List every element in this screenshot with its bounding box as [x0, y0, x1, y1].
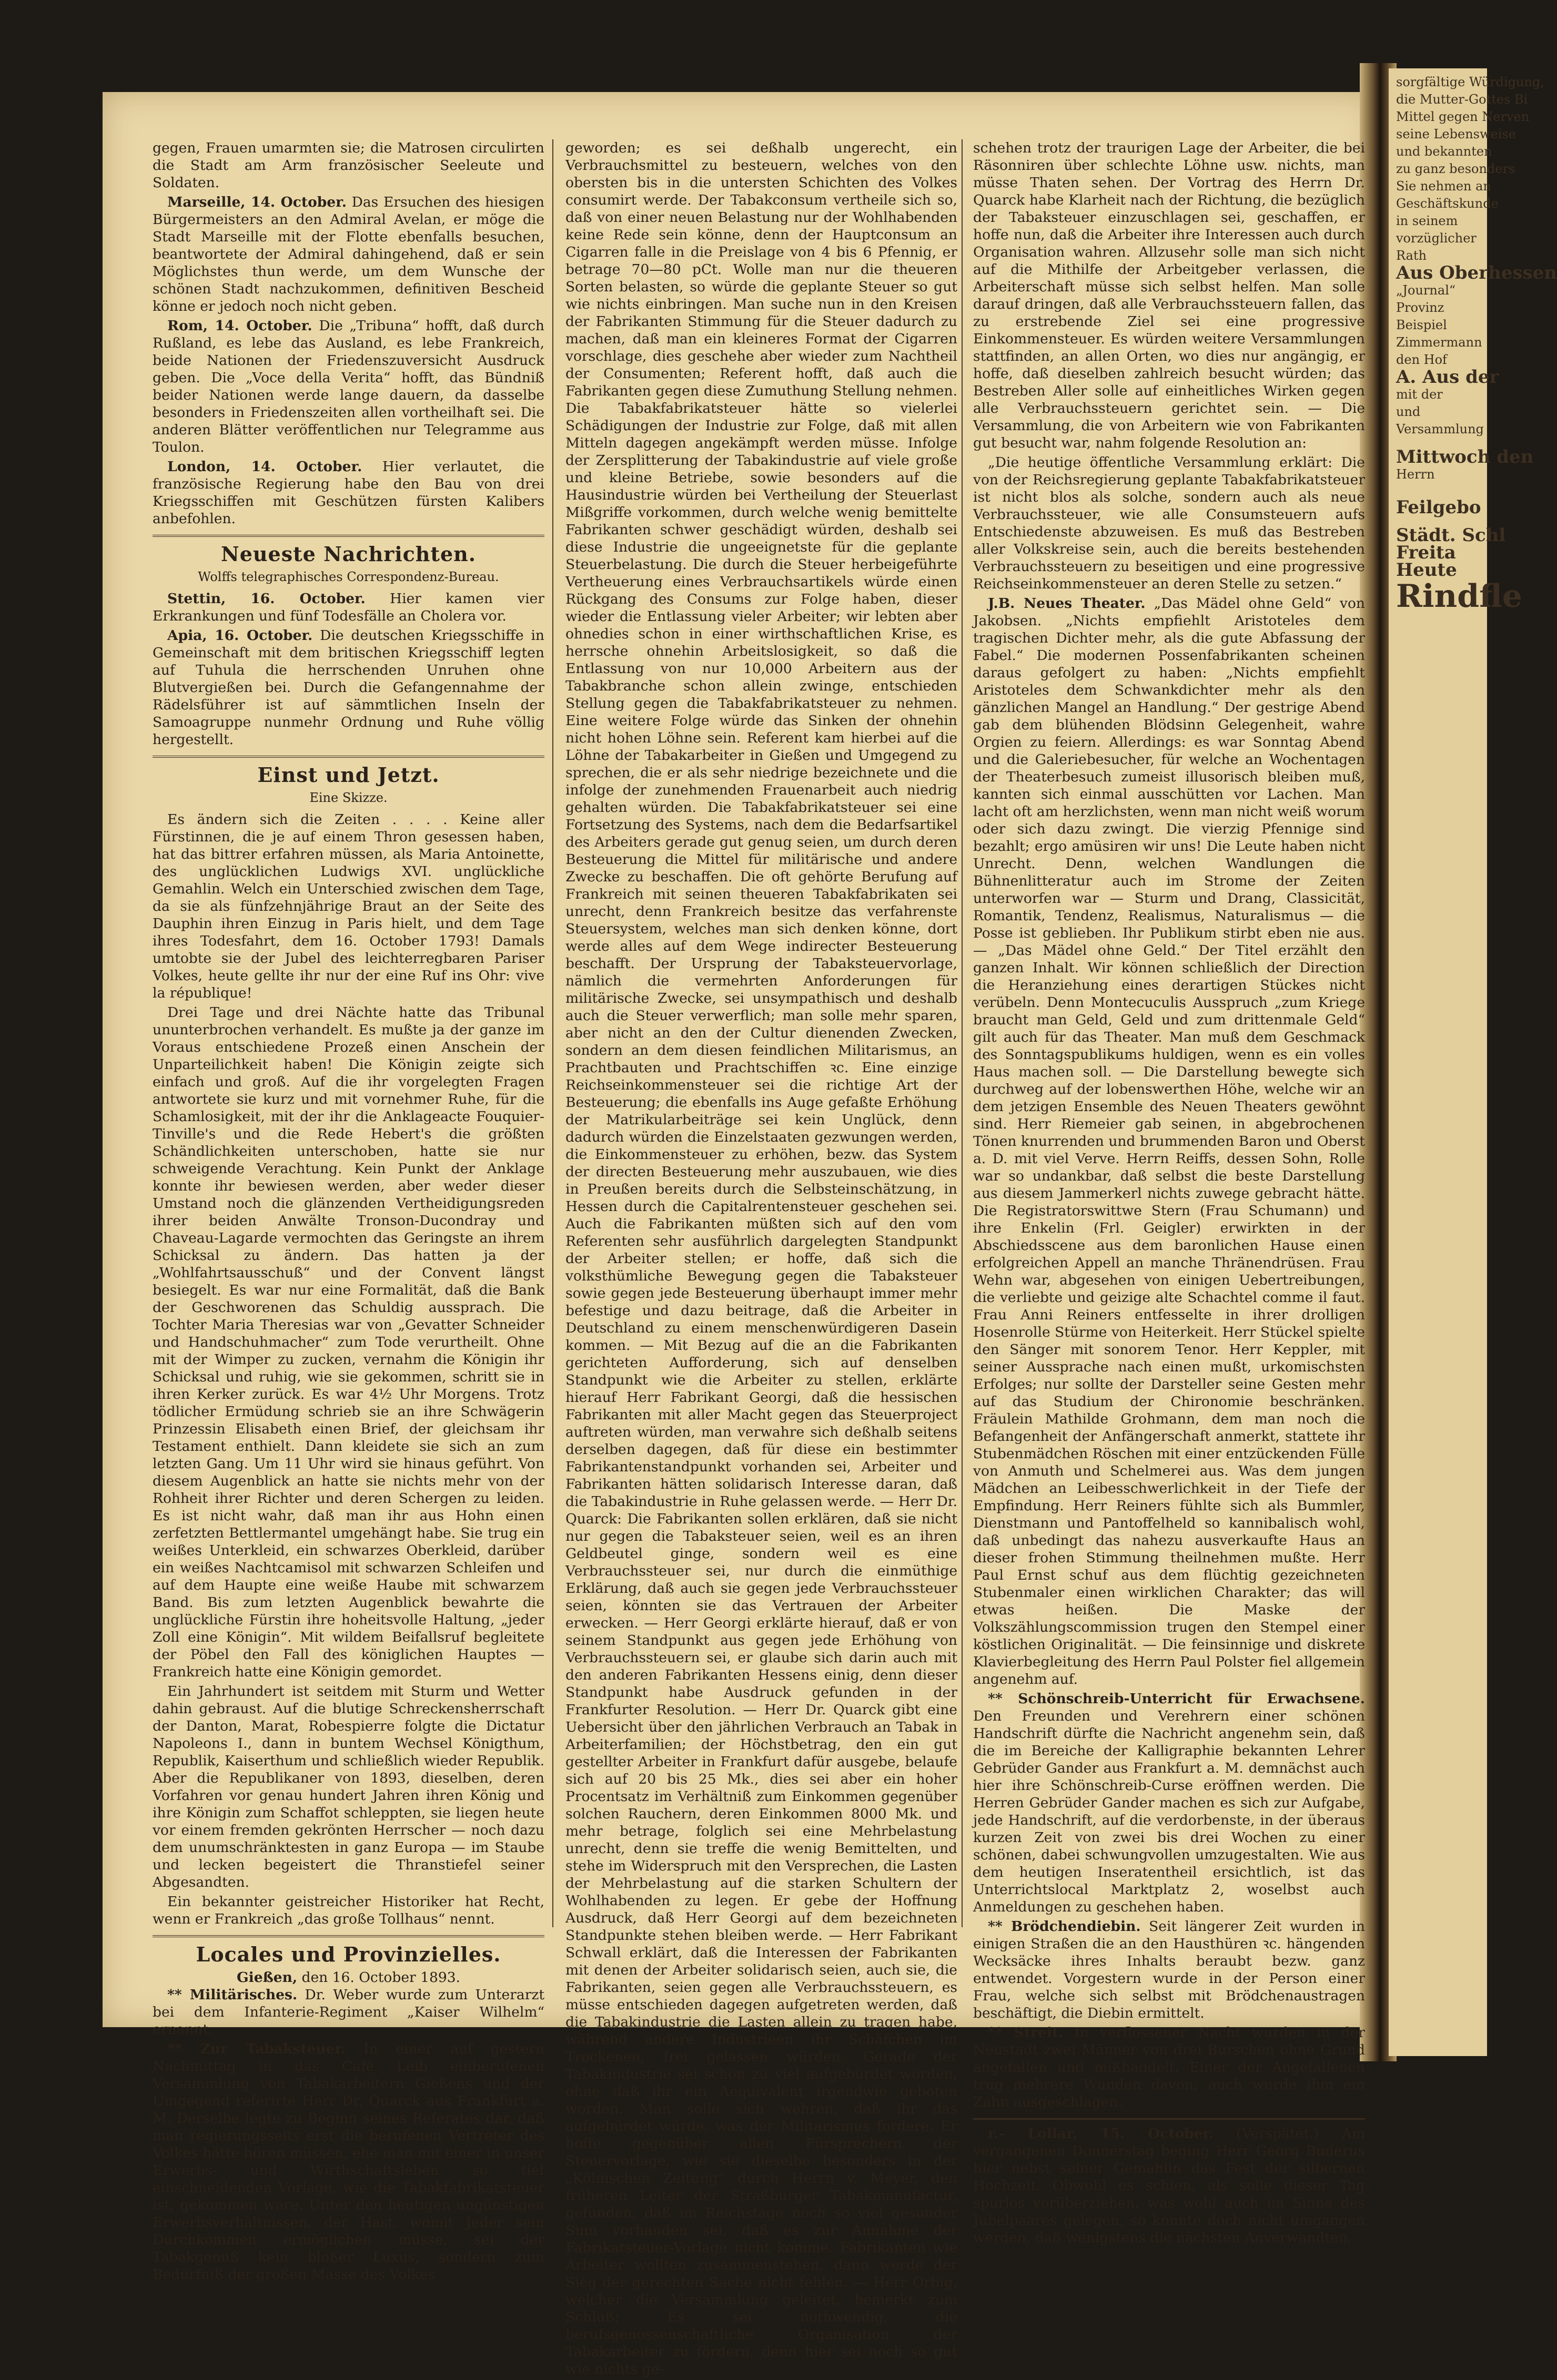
paragraph: schehen trotz der traurigen Lage der Arbeiter, die bei Räsonniren über schlechte Löhne usw. nichts, man müsse Thaten sehen. Der Vortrag des Herrn Dr. Quarck habe Klarheit nach der Richtung, die bezüglich der Tabaksteuer einzuschlagen sei, geschaffen, er hoffe nun, daß die Arbeiter ihre Interessen auch durch Organisation wahren. Allzusehr solle man sich nicht auf die Mithilfe der Arbeitgeber verlassen, die Arbeiterschaft müsse sich selbst helfen. Man solle darauf dringen, daß alle Verbrauchssteuern fallen, das zu erstrebende Ziel sei eine progressive Einkommensteuer. Es würden weitere Versammlungen stattfinden, an allen Orten, wo dies nur angängig, er hoffe, daß dieselben zahlreich besucht würden; das Bestreben Aller solle auf einheitliches Wirken gegen alle Verbrauchssteuern gerichtet sein. — Die Versammlung, die von Arbeitern wie von Fabrikanten gut besucht war, nahm folgende Resolution an: — [973, 140, 1365, 451]
resolution-quote: „Die heutige öffentliche Versammlung erklärt: Die von der Reichsregierung geplante Tabakfabrikatsteuer ist nicht blos als solche, sondern auch als neue Verbrauchssteuer, wie alle Consumsteuern aufs Entschiedenste abzuweisen. Es muß das Bestreben aller Volkskreise sein, auch die bereits bestehenden Verbrauchssteuern zu beseitigen und eine progressive Reichseinkommensteuer an deren Stelle zu setzen.“ — [973, 454, 1365, 592]
section-subtitle: Wolffs telegraphisches Correspondenz-Bureau. — [198, 569, 499, 584]
news-item-theater — [973, 595, 1365, 1688]
fragment-line: seine Lebensweise — [1396, 127, 1516, 141]
news-item-schoenschreib — [973, 1690, 1365, 1916]
dateline: London, 14. October. — [167, 459, 362, 475]
section-subtitle: Eine Skizze. — [309, 790, 388, 805]
fragment-line: Beispiel — [1396, 318, 1447, 332]
news-item-streit — [973, 2024, 1365, 2111]
dateline-date: den 16. October 1893. — [301, 1969, 460, 1986]
item-heading: ** Zur Tabaksteuer. — [167, 2041, 346, 2057]
news-text: Die deutschen Kriegsschiffe in Gemeinschaft mit dem britischen Kriegsschiff legten auf Tuhula die herrschenden Unruhen ohne Blutvergießen bei. Durch die Gefangennahme der Rädelsführer ist auf sämmtlichen Inseln der Samoagruppe nunmehr Ordnung und Ruhe völlig hergestellt. — [153, 627, 544, 748]
column-rule — [552, 139, 553, 1927]
item-heading: r.- Lollar, 15. October. — [988, 2125, 1214, 2142]
dateline: Rom, 14. October. — [167, 318, 312, 334]
facing-page-text — [1389, 68, 1557, 615]
fragment-line: Zimmermann — [1396, 335, 1482, 350]
paragraph: Ein Jahrhundert ist seitdem mit Sturm und Wetter dahin gebraust. Auf die blutige Schreckensherrschaft der Danton, Marat, Robespierre folgte die Dictatur Napoleons I., dann in buntem Wechsel Königthum, Republik, Kaiserthum und schließlich wieder Republik. Aber die Republikaner von 1893, dieselben, deren Vorfahren vor genau hundert Jahren ihren König und ihre Königin zum Schaffot schleppten, sie liegen heute vor einem fremden gekrönten Herrscher — noch dazu dem unumschränktesten in ganz Europa — im Staube und lecken begeistert die Thranstiefel seiner Abgesandten. — [153, 1683, 544, 1890]
column-rule — [962, 139, 963, 1927]
news-item-stettin — [153, 590, 544, 625]
section-divider — [153, 535, 544, 537]
news-text: „Das Mädel ohne Geld“ von Jakobsen. „Nichts empfiehlt Aristoteles dem tragischen Dichter mehr, als die gute Abfassung der Fabel.“ Die modernen Possenfabrikanten scheinen daraus gefolgert zu haben: „Nichts empfiehlt Aristoteles dem Schwankdichter mehr als den gänzlichen Mangel an Handlung.“ Der gestrige Abend gab dem blühenden Blödsinn Gelegenheit, wahre Orgien zu feiern. Allerdings: es war Sonntag Abend und die Galeriebesucher, für welche an Wochentagen der Theaterbesuch zumeist illusorisch bleiben muß, kannten sich einmal ausschütten vor Lachen. Man lacht oft am herzlichsten, wenn man nicht weiß worum oder sich dazu zwingt. Die vierzig Pfennige sind bezahlt; ergo amüsiren wir uns! Die Leute haben nicht Unrecht. Denn, welchen Wandlungen die Bühnenlitteratur auch im Strome der Zeiten unterworfen war — Sturm und Drang, Classicität, Romantik, Tendenz, Realismus, Naturalismus — die Posse ist geblieben. Ihr Publikum stirbt eben nie aus. — „Das Mädel ohne Geld.“ Der Titel erzählt den ganzen Inhalt. Wir können schließlich der Direction die Heranziehung eines derartigen Stückes nicht verübeln. Denn Montecuculis Ausspruch „zum Kriege braucht man Geld, Geld und zum drittenmale Geld“ gilt auch für das Theater. Man muß dem Geschmack des Sonntagspublikums huldigen, wenn es ein volles Haus machen soll. — Die Darstellung bewegte sich durchweg auf der lobenswerthen Höhe, welche wir an dem jetzigen Ensemble des Neuen Theaters gewöhnt sind. Herr Riemeier gab seinen, in abgebrochenen Tönen knurrenden und brummenden Baron und Oberst a. D. mit viel Verve. Herrn Reiffs, dessen Sohn, Rolle war so undankbar, daß selbst die beste Darstellung aus diesem Jammerkerl nichts zuwege gebracht hätte. Die Registratorswittwe Stern (Frau Schumann) und ihre Enkelin (Frl. Geigler) erwirkten in der Abschiedsscene aus dem baronlichen Hause einen erfolgreichen Appell an manche Thränendrüsen. Frau Wehn war, abgesehen von einigen Uebertreibungen, die verliebte und geizige alte Schachtel comme il faut. Frau Anni Reiners entfesselte in ihrer drolligen Hosenrolle Stürme von Heiterkeit. Herr Stückel spielte den Sänger mit sonorem Tenor. Herr Keppler, mit seiner Aussprache nach einen mußt, urkomischsten Erfolges; nur sollte der Darsteller seine Gesten mehr auf das Studium der Chironomie beschränken. Fräulein Mathilde Grohmann, dem man noch die Befangenheit der Anfängerschaft anmerkt, stattete ihr Stubenmädchen Röschen mit einer entzückenden Fülle von Anmuth und Schelmerei aus. Was dem jungen Mädchen an Leibesschwerlichkeit in der Tiefe der Empfindung. Herr Reiners fühlte sich als Bummler, Dienstmann und Pantoffelheld so kannibalisch wohl, daß unbedingt das nahezu ausverkaufte Haus an dieser frohen Stimmung theilnehmen mußte. Herr Paul Ernst schuf aus dem flüchtig gezeichneten Stubenmaler einen wirklichen Charakter; das will etwas heißen. Die Maske der Volkszählungscommission trugen den Stempel einer köstlichen Originalität. — Die feinsinnige und diskrete Klavierbegleitung des Herrn Paul Polster fiel allgemein angenehm auf. — [973, 595, 1365, 1687]
news-text: Die „Tribuna“ hofft, daß durch Rußland, es lebe das Ausland, es lebe Frankreich, beide Nationen der Friedenszuversicht Ausdruck geben. Die „Voce della Verita“ hofft, das Bündniß beider Nationen werde lange dauern, da dasselbe besonders in Friedenszeiten allen vortheilhaft sei. Die anderen Blätter veröffentlichen nur Telegramme aus Toulon. — [153, 318, 544, 455]
fragment-line: und bekannten — [1396, 144, 1492, 159]
news-item-tabak — [153, 2040, 544, 2283]
fragment-heading: Feilgebo — [1396, 497, 1481, 518]
fragment-heading: Heute — [1396, 560, 1457, 581]
news-text: Seit längerer Zeit wurden in einigen Straßen die an den Hausthüren ꝛc. hängenden Wecksäcke ihres Inhalts beraubt bezw. ganz entwendet. Vorgestern wurde in der Person einer Frau, welche sich selbst mit Brödchenaustragen beschäftigt, die Diebin ermittelt. — [973, 1918, 1365, 2021]
section-title-einst: Einst und Jetzt. — [257, 763, 440, 787]
fragment-line: Sie nehmen an — [1396, 179, 1491, 194]
fragment-line: Herrn — [1396, 467, 1435, 482]
news-text: In einer auf gestern Nachmittag in das Café Leib einberufenen Versammlung von Tabakarbeitern Gießens und der Umgegend referirte Herr Dr. Quarck aus Frankfurt a. M. Derselbe legte zu Beginn seines Referates dar, daß man regierungsseits erst die berufenen Vertreter des Volkes hätte hören müssen, ehe man mit einer in unser Erwerbs- und Wirthschaftsleben so tief einschneidenden Vorlage, wie die Tabakfabrikatsteuer ist, gekommen wäre. Unter den heutigen ungünstigen Erwerbsverhältnissen, der Hast, womit Jeder sein Durchkommen ermöglichen müsse, sei der Tabakgenuß kein bloßer Luxus, sondern zum Bedürfniß der großen Masse des Volkes — [153, 2041, 544, 2283]
fragment-heading: Aus Oberhessen — [1396, 262, 1557, 283]
fragment-heading: Mittwoch den — [1396, 446, 1534, 467]
fragment-line: Provinz — [1396, 300, 1444, 315]
paragraph: Es ändern sich die Zeiten . . . . Keine aller Fürstinnen, die je auf einem Thron gesessen haben, hat das bittrer erfahren müssen, als Maria Antoinette, des unglücklichen Ludwigs XVI. unglückliche Gemahlin. Welch ein Unterschied zwischen dem Tage, da sie als fünfzehnjährige Braut an der Seite des Dauphin ihren Einzug in Paris hielt, und dem Tage ihres Todesfahrt, dem 16. October 1793! Damals umtobte sie der Jubel des leichterregbaren Pariser Volkes, heute gellte ihr nur der eine Ruf ins Ohr: vive la république! — [153, 811, 544, 1001]
fragment-line: vorzüglicher — [1396, 231, 1477, 246]
paragraph: geworden; es sei deßhalb ungerecht, ein Verbrauchsmittel zu besteuern, welches von den obersten bis in die untersten Schichten des Volkes consumirt werde. Der Tabakconsum vertheile sich so, daß von einer neuen Belastung nur der Wohlhabenden keine Rede sein könne, denn der Hauptconsum an Cigarren falle in die Preislage von 4 bis 6 Pfennig, er betrage 70—80 pCt. Wolle man nur die theueren Sorten belasten, so würde die geplante Steuer so gut wie nichts einbringen. Man suche nun in den Kreisen der Fabrikanten Stimmung für die Steuer dadurch zu machen, daß man ein kleineres Format der Cigarren vorschlage, dies geschehe aber wieder zum Nachtheil der Consumenten; Referent hofft, daß auch die Fabrikanten gegen diese Zumuthung Stellung nehmen. Die Tabakfabrikatsteuer hätte so vielerlei Schädigungen der Industrie zur Folge, daß mit allen Mitteln dagegen angekämpft werden müsse. Infolge der Zersplitterung der Tabakindustrie auf viele große und kleine Betriebe, sowie besonders auf die Hausindustrie würden bei Vertheilung der Steuerlast Mißgriffe vorkommen, durch welche wenig bemittelte Fabrikanten schwer geschädigt würden, deshalb sei diese Industrie die ungeeignetste für die geplante Steuerbelastung. Die durch die Steuer herbeigeführte Vertheuerung eines Verbrauchsartikels würde einen Rückgang des Consums zur Folge haben, dieser wieder die Entlassung vieler Arbeiter; wir lebten aber ohnedies schon in einer wirthschaftlichen Krise, es herrsche ohnehin Arbeitslosigkeit, so daß die Entlassung von nur 10,000 Arbeitern aus der Tabakbranche schon allein zwinge, entschieden Stellung gegen die Tabakfabrikatsteuer zu nehmen. Eine weitere Folge würde das Sinken der ohnehin nicht hohen Löhne sein. Referent kam hierbei auf die Löhne der Tabakarbeiter in Gießen und Umgegend zu sprechen, die er als sehr niedrige bezeichnete und die infolge der zunehmenden Frauenarbeit auch niedrig gehalten würden. Die Tabakfabrikatsteuer sei eine Fortsetzung des Systems, nach dem die Bedarfsartikel des Arbeiters gerade gut genug seien, um durch deren Besteuerung die Mittel für militärische und andere Zwecke zu beschaffen. Die oft gehörte Berufung auf Frankreich mit seinen theueren Tabakfabrikaten sei unrecht, denn Frankreich besitze das verfahrenste Steuersystem, welches man sich denken könne, dort werde alles auf dem Wege indirecter Besteuerung beschafft. Der Ursprung der Tabaksteuervorlage, nämlich die vermehrten Anforderungen für militärische Zwecke, sei unsympathisch und deshalb auch die Steuer verwerflich; man solle mehr sparen, aber nicht an den der Cultur dienenden Zwecken, sondern an dem diesen feindlichen Militarismus, an Prachtbauten und Prachtschiffen ꝛc. Eine einzige Reichseinkommensteuer sei die richtige Art der Besteuerung; die ebenfalls ins Auge gefaßte Erhöhung der Matrikularbeiträge sei kein Unglück, denn dadurch würden die Einzelstaaten gezwungen werden, die Einkommensteuer zu erhöhen, bezw. das System der directen Besteuerung mehr auszubauen, wie dies in Preußen bereits durch die Selbsteinschätzung, in Hessen durch die Capitalrentensteuer geschehen sei. Auch die Fabrikanten müßten sich auf den vom Referenten sehr ausführlich dargelegten Standpunkt der Arbeiter stellen; er hoffe, daß sich die volksthümliche Bewegung gegen die Tabaksteuer sowie gegen jede Besteuerung überhaupt immer mehr befestige und dazu beitrage, daß die Arbeiter in Deutschland zu einem menschenwürdigeren Dasein kommen. — Mit Bezug auf die an die Fabrikanten gerichteten Aufforderung, sich auf denselben Standpunkt wie die Arbeiter zu stellen, erklärte hierauf Herr Fabrikant Georgi, daß die hessischen Fabrikanten mit aller Macht gegen das Steuerproject auftreten würden, man verwahre sich deßhalb seitens derselben dagegen, daß für diese ein bestimmter Fabrikantenstandpunkt vorhanden sei, Arbeiter und Fabrikanten hätten solidarisch Interesse daran, daß die Tabakindustrie in Ruhe gelassen werde. — Herr Dr. Quarck: Die Fabrikanten sollen erklären, daß sie nicht nur gegen die Tabaksteuer seien, weil es an ihren Geldbeutel ginge, sondern weil es eine Verbrauchssteuer sei, nur durch die einmüthige Erklärung, daß auch sie gegen jede Verbrauchssteuer seien, könnten sie das Vertrauen der Arbeiter erwecken. — Herr Georgi erklärte hierauf, daß er von seinem Standpunkt aus gegen jede Erhöhung von Verbrauchssteuern sei, er glaube sich darin auch mit den anderen Fabrikanten Hessens einig, denn dieser Standpunkt habe Ausdruck gefunden in der Frankfurter Resolution. — Herr Dr. Quarck gibt eine Uebersicht über den jährlichen Verbrauch an Tabak in Arbeiterfamilien; der Höchstbetrag, den ein gut gestellter Arbeiter in Frankfurt dafür ausgebe, belaufe sich auf 20 bis 25 Mk., dies sei aber ein hoher Procentsatz im Verhältniß zum Einkommen gegenüber solchen Rauchern, deren Einkommen 8000 Mk. und mehr betrage, folglich sei eine Mehrbelastung unrecht, denn sie treffe die wenig Bemittelten, und stehe im Widerspruch mit den Versprechen, die Lasten der Mehrbelastung auf die starken Schultern der Wohlhabenden zu legen. Er gebe der Hoffnung Ausdruck, daß Herr Georgi auf dem bezeichneten Standpunkte stehen bleiben werde. — Herr Fabrikant Schwall erklärt, daß die Interessen der Fabrikanten mit denen der Arbeiter solidarisch seien, auch sie, die Fabrikanten, seien gegen alle Verbrauchssteuern, es müsse entschieden dagegen aufgetreten werden, daß die Tabakindustrie die Lasten allein zu tragen habe, während andere Industrieen ihr Schäfchen im Trockenen, frei gelassen würden. Gerade der Tabakindustrie sei schon zu viel aufgebürdet worden, ohne daß ihr ein Aequivalent irgendwie geboten worden. Man solle sich wehren, daß ihr das aufgebürdet würde, was der Militarismus fordere. Er hoffe gegenüber allen Fürsprechern der Steuervorlage, wie sie dieselbe besonders in der „Kölnischen Zeitung“ durch Herrn v. Meyer, den früheren Leiter der Straßburger Tabakmanufactur, gefunden, daß im Reichstage noch so viel gesunder Sinn vorhanden sei, daß es zur Annahme der Fabrikatsteuer-Vorlage nicht komme. Fabrikanten wie Arbeiter wollten zusammenstehen, dann werde der Sieg der gerechten Sache nicht fehlen. — Herr Orbig, welcher die Versammlung geleitet, bemerkt zum Schluß: Es sei nothwendig, die berufsgenossenschaftliche Organisation der Tabakarbeiter zu fördern, denn hier sei noch so gut wie nichts ge- — [565, 140, 957, 2377]
item-heading: J.B. Neues Theater. — [988, 595, 1146, 612]
news-text: Dr. Weber wurde zum Unterarzt bei dem Infanterie-Regiment „Kaiser Wilhelm“ ernannt. — [153, 1987, 544, 2038]
fragment-heading: A. Aus der — [1396, 367, 1499, 388]
column-2 — [565, 139, 957, 2380]
fragment-line: Geschäftskunde — [1396, 196, 1499, 211]
section-divider — [973, 2118, 1365, 2120]
news-item-rom — [153, 317, 544, 456]
section-title-neueste: Neueste Nachrichten. — [221, 542, 476, 566]
paragraph: Drei Tage und drei Nächte hatte das Tribunal ununterbrochen verhandelt. Es mußte ja der ganze im Voraus entschiedene Prozeß einen Anschein der Unparteilichkeit haben! Die Königin zeigte sich einfach und groß. Auf die ihr vorgelegten Fragen antwortete sie kurz und mit vornehmer Ruhe, für die Schamlosigkeit, mit der ihr die Anklageacte Fouquier-Tinville's und die Rede Hebert's die größten Schändlichkeiten unterschoben, hatte sie nur schweigende Verachtung. Kein Punkt der Anklage konnte ihr bewiesen werden, aber weder dieser Umstand noch die glänzenden Vertheidigungsreden ihrer beiden Anwälte Tronson-Ducondray und Chaveau-Lagarde vermochten das Geringste an ihrem Schicksal zu ändern. Das hatten ja der „Wohlfahrtsausschuß“ und der Convent längst besiegelt. Es war nur eine Formalität, daß die Bank der Geschworenen das Schuldig aussprach. Die Tochter Maria Theresias war von „Gevatter Schneider und Handschuhmacher“ zum Tode verurtheilt. Ohne mit der Wimper zu zucken, vernahm die Königin ihr Schicksal und ruhig, wie sie gekommen, schritt sie in ihren Kerker zurück. Es war 4½ Uhr Morgens. Trotz tödlicher Ermüdung schrieb sie an ihre Schwägerin Prinzessin Elisabeth einen Brief, der gleichsam ihr Testament enthielt. Dann kleidete sie sich an zum letzten Gang. Um 11 Uhr wird sie hinaus geführt. Von diesem Augenblick an hatte sie nichts mehr von der Rohheit ihrer Richter und deren Schergen zu leiden. Es ist nicht wahr, daß man ihr aus Hohn einen zerfetzten Bettlermantel umgehängt habe. Sie trug ein weißes Unterkleid, ein schwarzes Oberkleid, darüber ein weißes Nachtcamisol mit schwarzen Schleifen und auf dem Haupte eine weiße Haube mit schwarzem Band. Bis zum letzten Augenblick bewahrte die unglückliche Fürstin ihre hoheitsvolle Haltung, „jeder Zoll eine Königin“. Mit wildem Beifallsruf begleitete der Pöbel den Fall des königlichen Hauptes — Frankreich hatte eine Königin gemordet. — [153, 1004, 544, 1680]
dateline: Marseille, 14. October. — [167, 194, 347, 210]
fragment-line: den Hof — [1396, 352, 1447, 367]
news-item-militaer — [153, 1986, 544, 2038]
section-divider — [153, 756, 544, 758]
dateline: Apia, 16. October. — [167, 627, 313, 644]
news-item-apia — [153, 627, 544, 748]
item-heading: ** Militärisches. — [167, 1987, 298, 2003]
news-text: In verflossener Nacht wurden in der Neustadt zwei Männer von drei Burschen ohne Grund angefallen und mißhandelt. Einer der Angefallenen trug mehrere Wunden davon; auch wurde ihm ein Zahn ausgeschlagen. — [973, 2025, 1365, 2110]
news-text: Den Freunden und Verehrern einer schönen Handschrift dürfte die Nachricht angenehm sein, daß die im Bereiche der Kalligraphie bekannten Lehrer Gebrüder Gander aus Frankfurt a. M. demnächst auch hier ihre Schönschreib-Curse eröffnen werden. Die Herren Gebrüder Gander machen es sich zur Aufgabe, jede Handschrift, auf die verdorbenste, in der überaus kurzen Zeit von zwei bis drei Wochen zu einer schönen, dabei schwungvollen umzugestalten. Wie aus dem heutigen Inseratentheil ersichtlich, ist das Unterrichtslocal Marktplatz 2, woselbst auch Anmeldungen zu geschehen haben. — [973, 1708, 1365, 1915]
fragment-advert: Rindfle — [1396, 578, 1523, 615]
paragraph: Ein bekannter geistreicher Historiker hat Recht, wenn er Frankreich „das große Tollhaus“ nennt. — [153, 1894, 544, 1927]
fragment-line: Rath — [1396, 248, 1427, 263]
fragment-line: Versammlung — [1396, 422, 1484, 436]
news-item-marseille — [153, 194, 544, 315]
fragment-line: mit der — [1396, 387, 1443, 402]
fragment-line: Mittel gegen Nerven — [1396, 109, 1530, 124]
column-3 — [973, 139, 1365, 2249]
section-title-locales: Locales und Provinzielles. — [196, 1942, 501, 1966]
dateline-place: Gießen, — [237, 1969, 298, 1986]
fragment-line: die Mutter-Gottes Bi — [1396, 92, 1528, 107]
facing-page-edge — [1389, 68, 1557, 2056]
item-heading: ** Schönschreib-Unterricht für Erwachsene. — [988, 1691, 1365, 1707]
news-text: Hier verlautet, die französische Regierung habe den Bau von drei Kriegsschiffen mit Geschützen fürsten Kalibers anbefohlen. — [153, 459, 544, 527]
news-item-broedchen — [973, 1918, 1365, 2022]
fragment-line: in seinem — [1396, 213, 1458, 228]
item-heading: ** Brödchendiebin. — [988, 1918, 1141, 1935]
news-text: (Verspätet.) Am vergangenen Donnerstag beging Herr Georg Buderus hier nebst seiner Gemahlin das Fest der silbernen Hochzeit. Obwohl es schien, als solle dieser Tag spurlos vorüberziehen, was wohl auch im Sinne des Jubelpaares gelegen, so konnte doch nicht umgangen werden, daß wenigstens die nächsten Anverwandten, — [973, 2125, 1365, 2246]
dateline: Stettin, 16. October. — [167, 591, 366, 607]
fragment-heading: Städt. Schl — [1396, 525, 1506, 546]
item-heading: ** Streit. — [988, 2025, 1064, 2041]
news-text: Hier kamen vier Erkrankungen und fünf Todesfälle an Cholera vor. — [153, 591, 544, 624]
fragment-line: sorgfältige Würdigung, — [1396, 75, 1544, 89]
fragment-line: „Journal“ — [1396, 283, 1456, 298]
news-item-london — [153, 458, 544, 527]
fragment-line: und — [1396, 404, 1421, 419]
paragraph: gegen, Frauen umarmten sie; die Matrosen circulirten die Stadt am Arm französischer Seeleute und Soldaten. — [153, 140, 544, 191]
local-dateline — [153, 1969, 544, 1986]
news-text: Das Ersuchen des hiesigen Bürgermeisters an den Admiral Avelan, er möge die Stadt Marseille mit der Flotte ebenfalls besuchen, beantwortete der Admiral dahingehend, daß er sein Möglichstes thun werde, um dem Wunsche der schönen Stadt nachzukommen, definitiven Bescheid könne er jedoch noch nicht geben. — [153, 194, 544, 314]
fragment-heading: Freita — [1396, 542, 1456, 563]
column-1 — [153, 139, 544, 2285]
section-divider — [153, 1935, 544, 1937]
news-item-lollar — [973, 2125, 1365, 2246]
fragment-line: zu ganz besonders — [1396, 161, 1515, 176]
